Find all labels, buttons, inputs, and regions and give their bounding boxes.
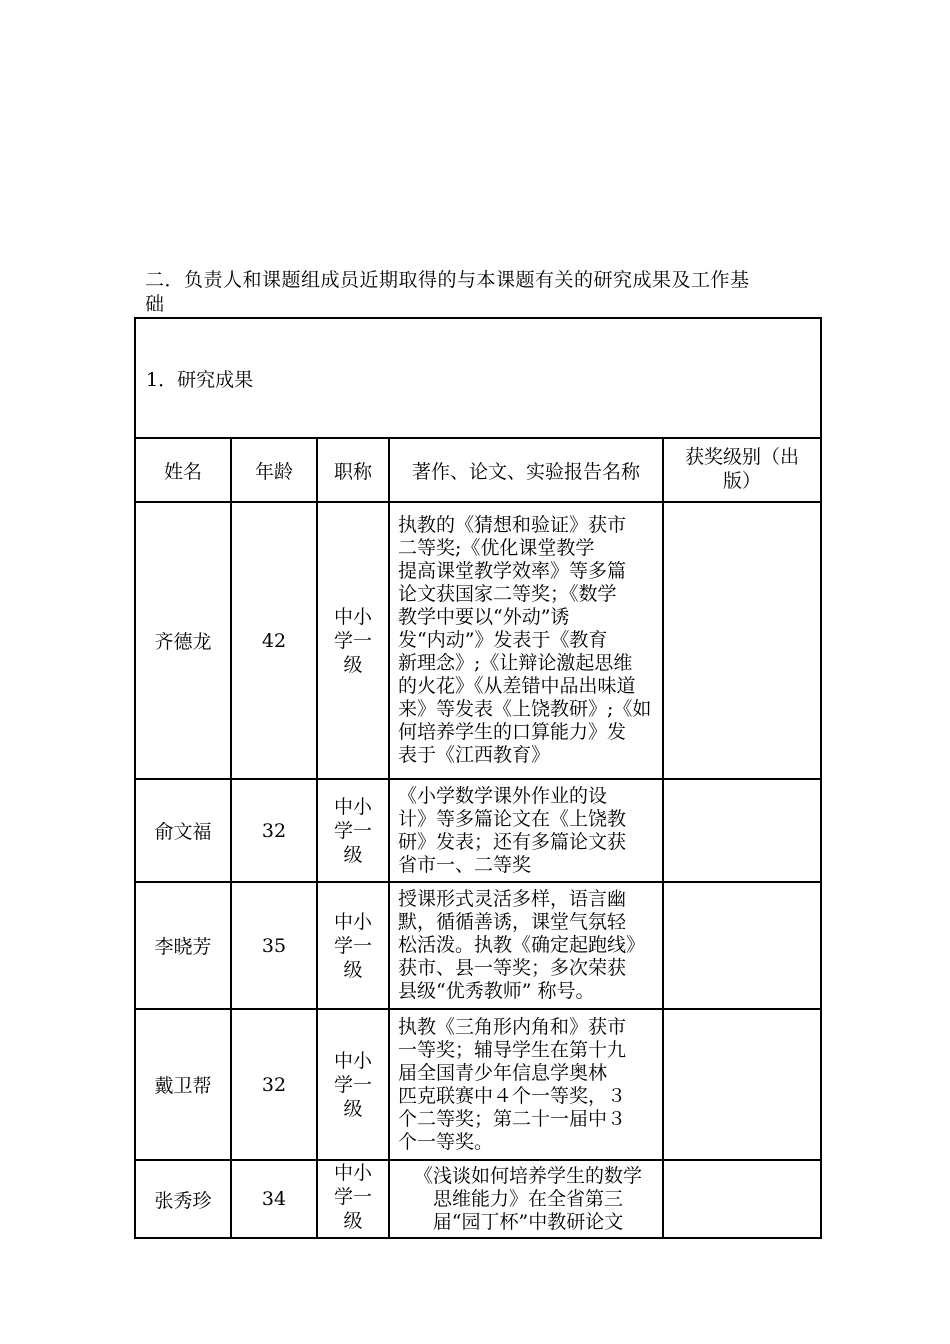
cell-name: 俞文福 <box>135 779 231 882</box>
title-line: 级 <box>343 653 363 676</box>
research-results-table <box>134 317 822 1239</box>
work-line: 新理念》;《让辩论激起思维 <box>398 652 633 674</box>
work-line: 研》发表；还有多篇论文获 <box>398 830 627 853</box>
cell-title <box>317 882 389 1009</box>
cell-name: 李晓芳 <box>135 882 231 1009</box>
work-line: 届全国青少年信息学奥林 <box>398 1061 608 1084</box>
section-row <box>135 318 821 438</box>
header-award <box>663 438 821 502</box>
table-row <box>135 779 821 882</box>
cell-title <box>317 1009 389 1160</box>
table-row <box>135 1009 821 1160</box>
title-line: 学一 <box>333 1073 372 1096</box>
work-line: 来》等发表《上饶教研》;《如 <box>398 698 652 720</box>
title-line: 中小 <box>333 1162 372 1184</box>
title-line: 级 <box>343 1210 363 1232</box>
table-row <box>135 882 821 1009</box>
cell-age: 32 <box>231 1009 317 1160</box>
table-row <box>135 502 821 779</box>
work-line: 县级“优秀教师” 称号。 <box>398 980 595 1002</box>
work-line: 执教的《猜想和验证》获市 <box>398 514 627 536</box>
work-line: 的火花》《从差错中品出味道 <box>398 675 636 697</box>
work-line: 省市一、二等奖 <box>398 853 532 876</box>
title-line: 学一 <box>333 819 372 842</box>
work-line: 发“内动”》发表于《教育 <box>398 629 608 651</box>
header-work: 著作、论文、实验报告名称 <box>389 438 663 502</box>
work-line: 思维能力》在全省第三 <box>432 1187 623 1210</box>
work-line: 个一等奖。 <box>398 1130 494 1153</box>
cell-age: 34 <box>231 1160 317 1238</box>
cell-title <box>317 1160 389 1238</box>
title-line: 学一 <box>333 934 372 957</box>
section-heading <box>145 268 820 316</box>
work-line: 提高课堂教学效率》等多篇 <box>398 560 627 582</box>
header-row <box>135 438 821 502</box>
work-line: 《小学数学课外作业的设 <box>398 784 608 807</box>
work-line: 匹克联赛中４个一等奖，３ <box>398 1084 627 1107</box>
cell-work <box>389 882 663 1009</box>
work-line: 松活泼。执教《确定起跑线》 <box>398 934 646 956</box>
cell-age: 35 <box>231 882 317 1009</box>
work-line: 表于《江西教育》 <box>398 744 551 766</box>
work-line: 届“园丁杯”中教研论文 <box>432 1210 624 1233</box>
work-line: 个二等奖；第二十一届中３ <box>398 1107 627 1130</box>
title-line: 中小 <box>333 910 372 933</box>
heading-line-1: 二．负责人和课题组成员近期取得的与本课题有关的研究成果及工作基 <box>145 269 750 291</box>
work-line: 二等奖;《优化课堂教学 <box>398 537 595 559</box>
cell-award <box>663 779 821 882</box>
header-award-line-2: 版） <box>723 470 762 492</box>
cell-award <box>663 1160 821 1238</box>
work-line: 一等奖；辅导学生在第十九 <box>398 1038 627 1061</box>
cell-award <box>663 1009 821 1160</box>
title-line: 级 <box>343 958 363 981</box>
title-line: 学一 <box>333 1186 372 1208</box>
header-age: 年龄 <box>231 438 317 502</box>
heading-line-2: 础 <box>145 293 165 315</box>
cell-title <box>317 502 389 779</box>
work-line: 论文获国家二等奖；《数学 <box>398 583 617 605</box>
title-line: 中小 <box>333 605 372 628</box>
cell-age: 42 <box>231 502 317 779</box>
cell-award <box>663 502 821 779</box>
title-line: 级 <box>343 843 363 866</box>
table-row <box>135 1160 821 1238</box>
header-name: 姓名 <box>135 438 231 502</box>
header-title: 职称 <box>317 438 389 502</box>
cell-work <box>389 779 663 882</box>
work-line: 《浅谈如何培养学生的数学 <box>413 1164 642 1187</box>
work-line: 执教《三角形内角和》获市 <box>398 1015 627 1038</box>
work-line: 默，循循善诱，课堂气氛轻 <box>398 911 627 933</box>
title-line: 中小 <box>333 1049 372 1072</box>
cell-name: 张秀珍 <box>135 1160 231 1238</box>
work-line: 获市、县一等奖；多次荣获 <box>398 957 627 979</box>
cell-work <box>389 1009 663 1160</box>
cell-work <box>389 1160 663 1238</box>
work-line: 计》等多篇论文在《上饶教 <box>398 807 627 830</box>
title-line: 学一 <box>333 629 372 652</box>
header-award-line-1: 获奖级别（出 <box>685 446 800 468</box>
work-line: 授课形式灵活多样，语言幽 <box>398 888 627 910</box>
cell-name: 戴卫帮 <box>135 1009 231 1160</box>
cell-age: 32 <box>231 779 317 882</box>
cell-title <box>317 779 389 882</box>
work-line: 何培养学生的口算能力》发 <box>398 721 627 743</box>
title-line: 级 <box>343 1097 363 1120</box>
cell-work <box>389 502 663 779</box>
cell-name: 齐德龙 <box>135 502 231 779</box>
cell-award <box>663 882 821 1009</box>
section-title: 1．研究成果 <box>135 318 821 438</box>
title-line: 中小 <box>333 795 372 818</box>
work-line: 教学中要以“外动”诱 <box>398 606 570 628</box>
